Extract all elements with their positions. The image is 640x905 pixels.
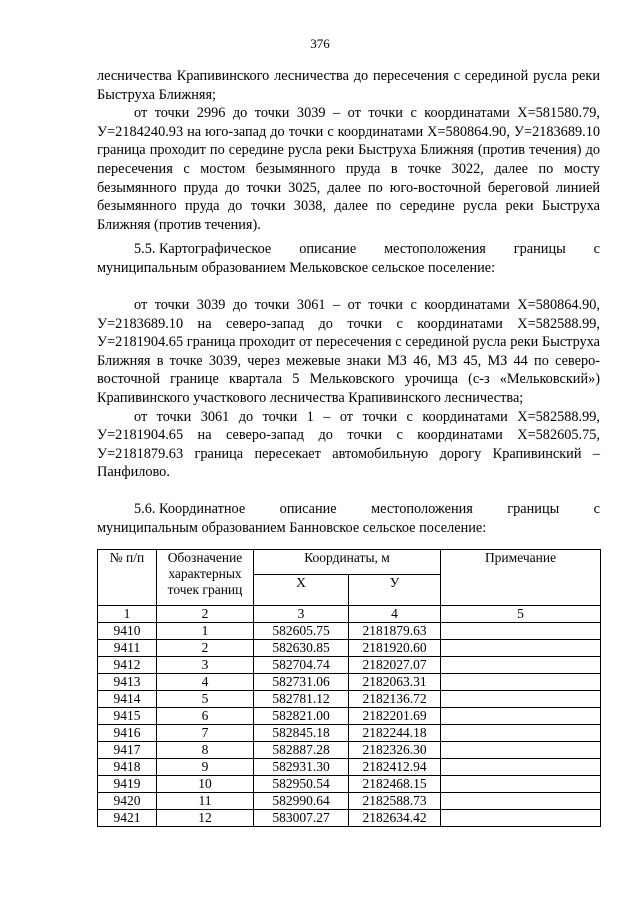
table-row <box>98 810 601 827</box>
coordinate-x: 582630.85 <box>254 640 349 657</box>
row-number: 9421 <box>98 810 157 827</box>
table-row <box>98 640 601 657</box>
coordinate-y: 2181920.60 <box>349 640 441 657</box>
intro-segment: от точки 2996 до точки 3039 – от точки с координатами Х=581580.79, У=2184240.93 на юго-запад до точки с координатами Х=580864.90, У=2183689.10 граница проходит по середине русла реки Быструха Ближняя (против течения) до пересечения с мостом безымянного пруда в точке 3022, далее по мосту безымянного пруда до точки 3025, далее по юго-восточной береговой линией безымянного пруда до точки 3038, далее по середине русла реки Быструха Ближняя (против течения). <box>97 105 600 233</box>
point-designation: 12 <box>157 810 254 827</box>
section-5-6-heading <box>97 500 600 537</box>
coordinate-y: 2182136.72 <box>349 691 441 708</box>
coordinate-x: 582821.00 <box>254 708 349 725</box>
coordinate-y: 2182588.73 <box>349 793 441 810</box>
heading-word: 5.5. Картографическое <box>134 241 272 257</box>
table-row <box>98 674 601 691</box>
row-number: 9414 <box>98 691 157 708</box>
row-number: 9420 <box>98 793 157 810</box>
column-number: 3 <box>254 606 349 623</box>
section-5-5-para1: от точки 3039 до точки 3061 – от точки с координатами Х=580864.90, У=2183689.10 на северо-запад до точки с координатами Х=582588.99, У=2181904.65 граница проходит от пересечения с серединой русла реки Быструха Ближняя в точке 3039, через межевые знаки МЗ 46, МЗ 45, МЗ 44 по северо-восточной границе квартала 5 Мельковского урочища (с-з «Мельковский») Крапивинского участкового лесничества Крапивинского лесничества; <box>97 297 600 406</box>
header-x: Х <box>254 575 349 606</box>
point-designation: 7 <box>157 725 254 742</box>
note-cell <box>441 708 601 725</box>
note-cell <box>441 623 601 640</box>
table-row <box>98 691 601 708</box>
coordinate-y: 2181879.63 <box>349 623 441 640</box>
section-5-5-para2: от точки 3061 до точки 1 – от точки с координатами Х=582588.99, У=2181904.65 на северо-запад до точки с координатами Х=582605.75, У=2181879.63 граница пересекает автомобильную дорогу Крапивинский – Панфилово. <box>97 408 600 481</box>
coordinate-x: 582931.30 <box>254 759 349 776</box>
coordinates-table <box>97 549 601 827</box>
note-cell <box>441 640 601 657</box>
point-designation: 11 <box>157 793 254 810</box>
heading-word: описание <box>279 501 337 517</box>
point-designation: 6 <box>157 708 254 725</box>
coordinate-x: 582781.12 <box>254 691 349 708</box>
coordinate-y: 2182326.30 <box>349 742 441 759</box>
coordinate-y: 2182412.94 <box>349 759 441 776</box>
note-cell <box>441 674 601 691</box>
note-cell <box>441 691 601 708</box>
point-designation: 10 <box>157 776 254 793</box>
heading-word: местоположения <box>371 501 473 517</box>
section-heading-line1 <box>97 500 600 519</box>
note-cell <box>441 742 601 759</box>
header-designation: Обозначение характерных точек границ <box>157 550 254 606</box>
row-number: 9418 <box>98 759 157 776</box>
coordinate-y: 2182027.07 <box>349 657 441 674</box>
heading-word: описание <box>299 241 357 257</box>
heading-word: с <box>593 241 600 257</box>
point-designation: 2 <box>157 640 254 657</box>
column-number: 5 <box>441 606 601 623</box>
row-number: 9415 <box>98 708 157 725</box>
note-cell <box>441 793 601 810</box>
header-num: № п/п <box>98 550 157 606</box>
coordinate-x: 582950.54 <box>254 776 349 793</box>
header-note: Примечание <box>441 550 601 606</box>
coordinate-y: 2182634.42 <box>349 810 441 827</box>
row-number: 9410 <box>98 623 157 640</box>
note-cell <box>441 759 601 776</box>
point-designation: 3 <box>157 657 254 674</box>
section-heading-line2: муниципальным образованием Банновское сельское поселение: <box>97 519 487 536</box>
table-row <box>98 759 601 776</box>
coordinate-y: 2182201.69 <box>349 708 441 725</box>
coordinate-x: 582605.75 <box>254 623 349 640</box>
point-designation: 9 <box>157 759 254 776</box>
table-row <box>98 708 601 725</box>
coordinate-x: 582845.18 <box>254 725 349 742</box>
coordinate-x: 582887.28 <box>254 742 349 759</box>
heading-word: границы <box>507 501 560 517</box>
section-heading-line1 <box>97 240 600 259</box>
row-number: 9411 <box>98 640 157 657</box>
note-cell <box>441 725 601 742</box>
table-row <box>98 623 601 640</box>
row-number: 9413 <box>98 674 157 691</box>
column-number: 2 <box>157 606 254 623</box>
coordinate-x: 582731.06 <box>254 674 349 691</box>
section-heading-line2: муниципальным образованием Мельковское сельское поселение: <box>97 259 496 276</box>
table-row <box>98 742 601 759</box>
intro-continuation: лесничества Крапивинского лесничества до пересечения с серединой русла реки Быструха Ближняя; <box>97 68 600 103</box>
row-number: 9417 <box>98 742 157 759</box>
heading-word: местоположения <box>384 241 486 257</box>
column-number: 1 <box>98 606 157 623</box>
coordinate-y: 2182244.18 <box>349 725 441 742</box>
coordinate-y: 2182063.31 <box>349 674 441 691</box>
point-designation: 5 <box>157 691 254 708</box>
note-cell <box>441 657 601 674</box>
point-designation: 4 <box>157 674 254 691</box>
row-number: 9412 <box>98 657 157 674</box>
header-coordinates: Координаты, м <box>254 550 441 575</box>
note-cell <box>441 810 601 827</box>
section-5-5-body <box>97 296 600 482</box>
heading-word: с <box>593 501 600 517</box>
point-designation: 1 <box>157 623 254 640</box>
row-number: 9416 <box>98 725 157 742</box>
note-cell <box>441 776 601 793</box>
heading-word: 5.6. Координатное <box>134 501 246 517</box>
coordinate-y: 2182468.15 <box>349 776 441 793</box>
coordinate-x: 582704.74 <box>254 657 349 674</box>
column-number: 4 <box>349 606 441 623</box>
coordinate-x: 582990.64 <box>254 793 349 810</box>
page-number: 376 <box>310 36 330 51</box>
table-row <box>98 776 601 793</box>
heading-word: границы <box>513 241 566 257</box>
table-row <box>98 657 601 674</box>
point-designation: 8 <box>157 742 254 759</box>
table-row <box>98 725 601 742</box>
column-number-row <box>98 606 601 623</box>
section-5-5-heading <box>97 240 600 277</box>
table-row <box>98 793 601 810</box>
coordinate-x: 583007.27 <box>254 810 349 827</box>
row-number: 9419 <box>98 776 157 793</box>
intro-block <box>97 67 600 234</box>
header-y: У <box>349 575 441 606</box>
